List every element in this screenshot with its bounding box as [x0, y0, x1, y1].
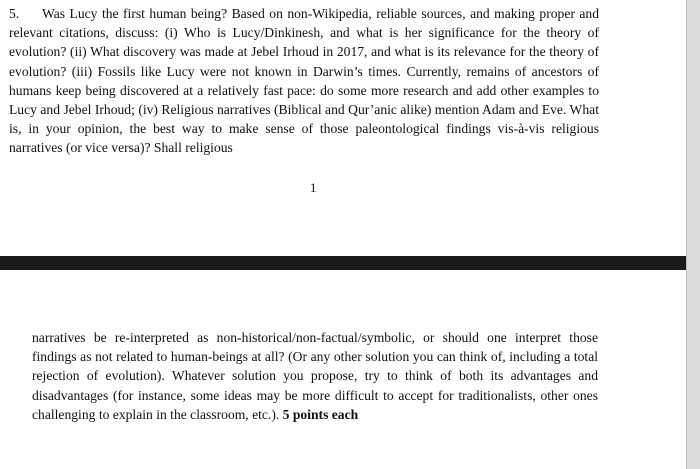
- question-text-part2: narratives be re-interpreted as non-historical/non-factual/symbolic, or should one interpret those findings as not related to human-beings at all? (Or any other solution you can think of, including a total rejection of evolution). Whatever solution you propose, try to think of both its advantages and disadvantages (for instance, some ideas may be more difficult to accept for traditionalists, other ones challenging to explain in the classroom, etc.).: [32, 330, 598, 422]
- page-separator: [0, 256, 700, 270]
- page-number: 1: [310, 180, 317, 195]
- viewer-edge: [686, 0, 700, 469]
- document-page-2: [0, 270, 686, 469]
- points-label: 5 points each: [282, 406, 359, 422]
- question-5-continuation: [32, 328, 598, 424]
- question-number: 5.: [9, 6, 20, 21]
- question-text-part1: Was Lucy the first human being? Based on non-Wikipedia, reliable sources, and making proper and relevant citations, discuss: (i) Who is Lucy/Dinkinesh, and what is her significance for the theory of evolution? (ii) What discovery was made at Jebel Irhoud in 2017, and what is its relevance for the theory of evolution? (iii) Fossils like Lucy were not known in Darwin’s times. Currently, remains of ancestors of humans keep being discovered at a relatively fast pace: do some more research and add other examples to Lucy and Jebel Irhoud; (iv) Religious narratives (Biblical and Qur’anic alike) mention Adam and Eve. What is, in your opinion, the best way to make sense of those paleontological findings vis-à-vis religious narratives (or vice versa)? Shall religious: [9, 6, 599, 156]
- question-5-text: [9, 4, 599, 158]
